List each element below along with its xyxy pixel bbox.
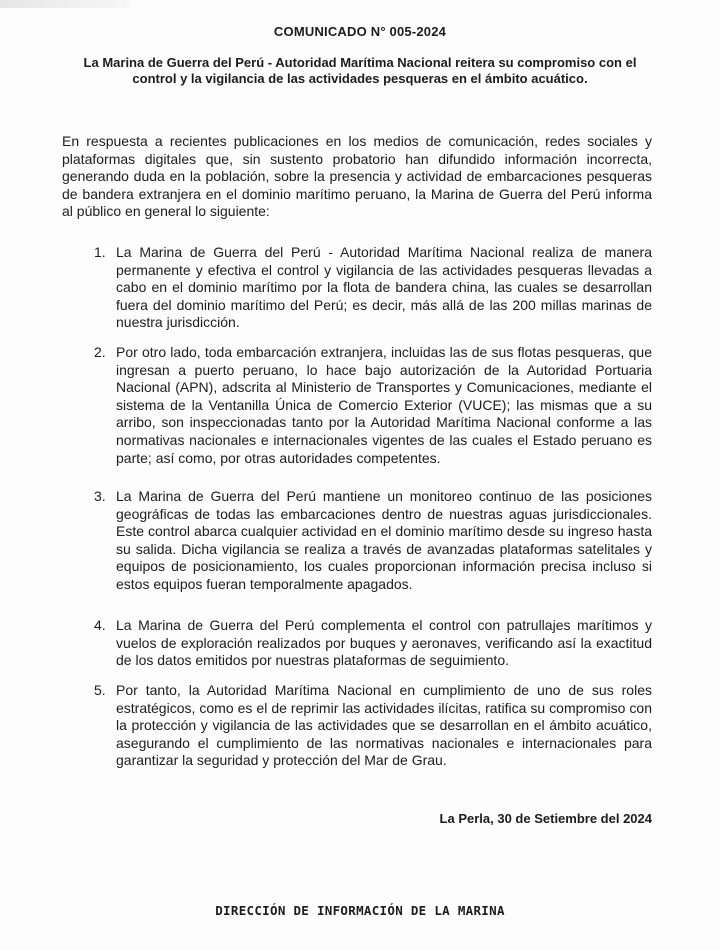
list-item-number: 2. (94, 344, 106, 360)
communique-subtitle: La Marina de Guerra del Perú - Autoridad Marítima Nacional reitera su compromiso con el control y la vigilancia de las actividades pesqueras en el ámbito acuático. (83, 55, 637, 86)
issuing-office: DIRECCIÓN DE INFORMACIÓN DE LA MARINA (215, 903, 505, 918)
scan-edge-shadow (0, 0, 130, 8)
list-item-text: Por tanto, la Autoridad Marítima Nacional en cumplimiento de uno de sus roles estratégicos, como es el de reprimir las actividades ilícitas, ratifica su compromiso con la protección y vigilancia de las actividades que se desarrollan en el ámbito acuático, asegurando el cumplimiento de las normativas nacionales e internacionales para garantizar la seguridad y protección del Mar de Grau. (116, 682, 652, 769)
list-item-number: 3. (94, 488, 106, 504)
list-item-number: 4. (94, 617, 106, 633)
list-item-text: La Marina de Guerra del Perú mantiene un monitoreo continuo de las posiciones geográficas de todas las embarcaciones dentro de nuestras aguas jurisdiccionales. Este control abarca cualquier actividad en el dominio marítimo desde su ingreso hasta su salida. Dicha vigilancia se realiza a través de avanzadas plataformas satelitales y equipos de posicionamiento, los cuales proporcionan información precisa incluso si estos equipos fueran temporalmente apagados. (116, 488, 652, 592)
list-item-text: La Marina de Guerra del Perú complementa el control con patrullajes marítimos y vuelos de exploración realizados por buques y aeronaves, verificando así la exactitud de los datos emitidos por nuestras plataformas de seguimiento. (116, 617, 652, 669)
list-item-number: 5. (94, 682, 106, 698)
place-and-date: La Perla, 30 de Setiembre del 2024 (439, 811, 652, 826)
communique-title: COMUNICADO N° 005-2024 (273, 24, 447, 39)
list-item-text: La Marina de Guerra del Perú - Autoridad Marítima Nacional realiza de manera permanente y efectiva el control y vigilancia de las actividades pesqueras llevadas a cabo en el dominio marítimo por la flota de bandera china, las cuales se desarrollan fuera del dominio marítimo del Perú; es decir, más allá de las 200 millas marinas de nuestra jurisdicción. (116, 244, 652, 331)
intro-paragraph: En respuesta a recientes publicaciones en los medios de comunicación, redes sociales y plataformas digitales que, sin sustento probatorio han difundido información incorrecta, generando duda en la población, sobre la presencia y actividad de embarcaciones pesqueras de bandera extranjera en el dominio marítimo peruano, la Marina de Guerra del Perú informa al público en general lo siguiente: (62, 133, 652, 220)
list-item-text: Por otro lado, toda embarcación extranjera, incluidas las de sus flotas pesqueras, que ingresan a puerto peruano, lo hace bajo autorización de la Autoridad Portuaria Nacional (APN), adscrita al Ministerio de Transportes y Comunicaciones, mediante el sistema de la Ventanilla Única de Comercio Exterior (VUCE); las mismas que a su arribo, son inspeccionadas tanto por la Autoridad Marítima Nacional conforme a las normativas nacionales e internacionales vigentes de las cuales el Estado peruano es parte; así como, por otras autoridades competentes. (116, 344, 652, 466)
list-item-number: 1. (94, 244, 106, 260)
